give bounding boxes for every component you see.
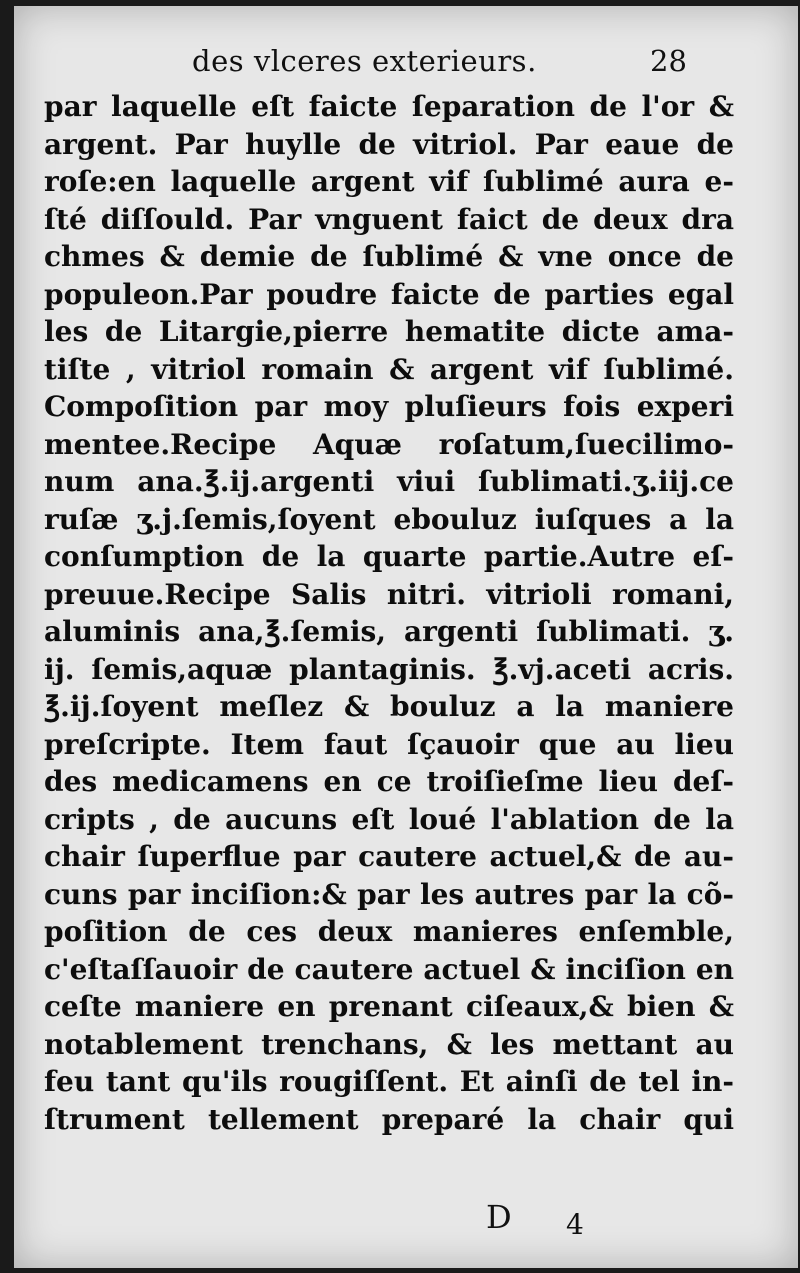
- text-line: mentee.Recipe Aquæ roſatum,ſuecilimo-: [44, 427, 734, 461]
- text-line: feu tant qu'ils rougiſſent. Et ainſi de tel in-: [44, 1065, 734, 1098]
- text-line: c'eſtaſſauoir de cautere actuel & inciſion en: [44, 952, 734, 986]
- running-head: [14, 44, 798, 84]
- text-line: poſition de ces deux manieres enſemble,: [44, 915, 734, 948]
- text-line: cripts , de aucuns eſt loué l'ablation de la: [44, 802, 734, 836]
- page-number: 28: [650, 44, 687, 78]
- signature-mark: [14, 1198, 798, 1248]
- text-line: populeon.Par poudre faicte de parties egal: [44, 277, 734, 311]
- text-line: num ana.℥.ij.argenti viui ſublimati.ʒ.iij.ce: [44, 465, 734, 498]
- text-line: par laquelle eſt faicte ſeparation de l'or &: [44, 90, 734, 123]
- body-text: [44, 88, 734, 1138]
- text-line: ij. ſemis,aquæ plantaginis. ℥.vj.aceti acris.: [44, 652, 734, 686]
- text-line: des medicamens en ce troiſieſme lieu deſ-: [44, 765, 734, 798]
- text-line: chair ſuperflue par cautere actuel,& de au-: [44, 840, 734, 873]
- book-page: [14, 6, 798, 1268]
- text-line: conſumption de la quarte partie.Autre eſ-: [44, 540, 734, 573]
- text-line: cuns par inciſion:& par les autres par la cõ-: [44, 877, 734, 911]
- text-line: ceſte maniere en prenant ciſeaux,& bien &: [44, 990, 734, 1023]
- text-line: ſtrument tellement preparé la chair qui: [44, 1102, 734, 1136]
- text-line: chmes & demie de ſublimé & vne once de: [44, 240, 734, 273]
- text-line: les de Litargie,pierre hematite dicte ama-: [44, 315, 734, 348]
- text-line: roſe:en laquelle argent vif ſublimé aura e-: [44, 165, 734, 198]
- text-line: ℥.ij.ſoyent meſlez & bouluz a la maniere: [44, 690, 734, 723]
- running-title: des vlceres exterieurs.: [192, 44, 537, 78]
- text-line: aluminis ana,℥.ſemis, argenti ſublimati. ʒ.: [44, 615, 734, 648]
- text-line: argent. Par huylle de vitriol. Par eaue de: [44, 127, 734, 161]
- text-line: Compoſition par moy pluſieurs fois experi: [44, 390, 734, 423]
- signature-letter: D: [486, 1198, 512, 1236]
- text-line: ſté diſſould. Par vnguent faict de deux dra: [44, 202, 734, 236]
- text-line: ruſæ ʒ.j.ſemis,ſoyent ebouluz iuſques a la: [44, 502, 734, 536]
- text-line: notablement trenchans, & les mettant au: [44, 1027, 734, 1061]
- signature-number: 4: [566, 1208, 584, 1241]
- text-line: tiſte , vitriol romain & argent vif ſublimé.: [44, 352, 734, 386]
- text-line: preſcripte. Item faut ſçauoir que au lieu: [44, 727, 734, 761]
- text-line: preuue.Recipe Salis nitri. vitrioli romani,: [44, 577, 734, 611]
